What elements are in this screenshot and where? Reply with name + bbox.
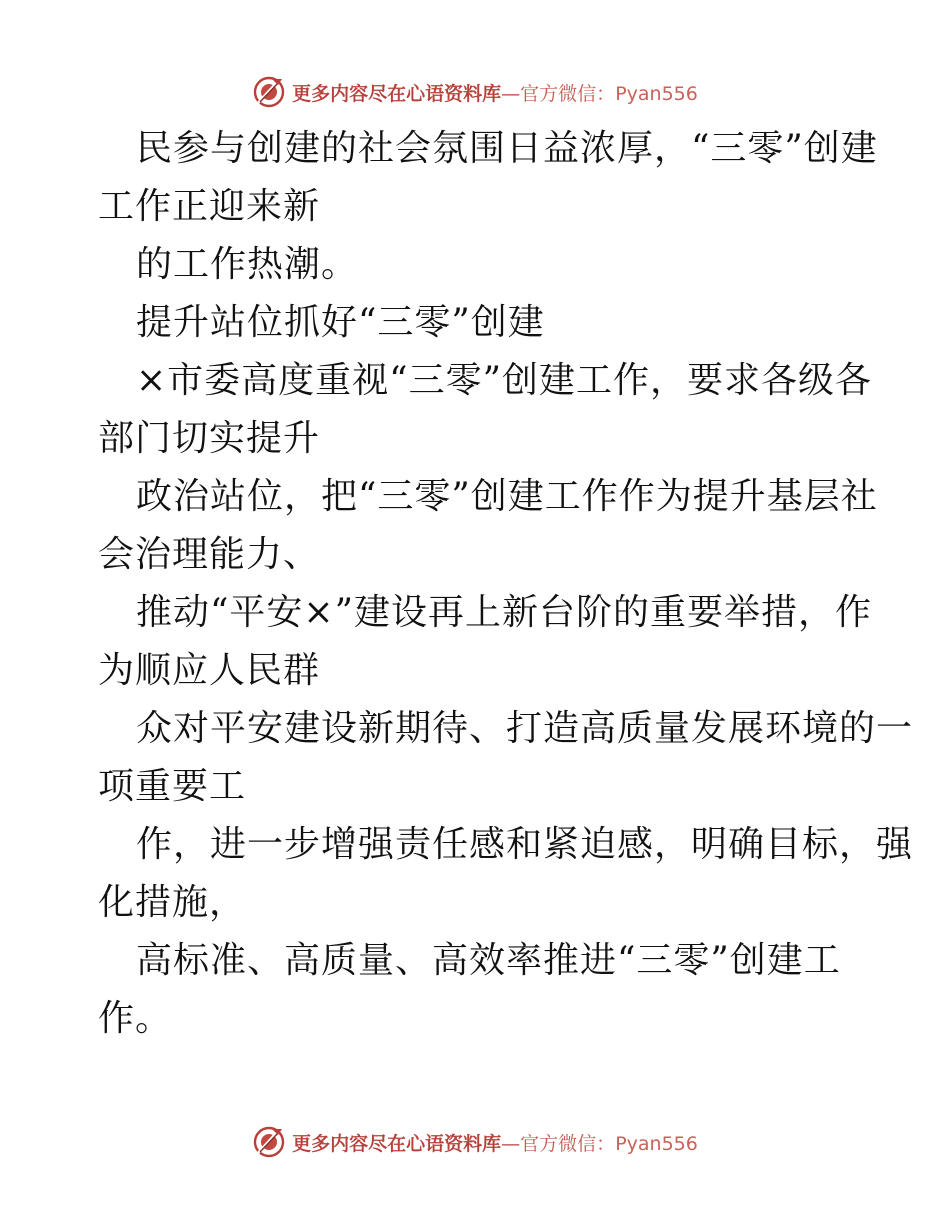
watermark-wechat-label: 官方微信： bbox=[520, 82, 616, 105]
quill-seal-icon bbox=[252, 1125, 286, 1159]
paragraph-line: 化措施， bbox=[98, 882, 247, 923]
watermark-wechat-id: Pyan556 bbox=[615, 1132, 698, 1155]
watermark-wechat-label: 官方微信： bbox=[520, 1132, 616, 1155]
section-heading: 提升站位抓好“三零”创建 bbox=[136, 302, 545, 343]
paragraph-line: 众对平安建设新期待、打造高质量发展环境的一 bbox=[136, 708, 914, 749]
paragraph-line: 项重要工 bbox=[98, 766, 247, 807]
paragraph-line: 的工作热潮。 bbox=[136, 244, 359, 285]
paragraph-line: 高标准、高质量、高效率推进“三零”创建工 bbox=[136, 940, 841, 981]
paragraph-line: 作，进一步增强责任感和紧迫感，明确目标，强 bbox=[136, 824, 914, 865]
watermark-separator: — bbox=[501, 82, 521, 105]
paragraph-line: 民参与创建的社会氛围日益浓厚，“三零”创建 bbox=[136, 128, 878, 169]
document-body bbox=[98, 120, 914, 1048]
paragraph-line: 为顺应人民群 bbox=[98, 650, 321, 691]
quill-seal-icon bbox=[252, 75, 286, 109]
watermark-main-text: 更多内容尽在心语资料库 bbox=[292, 82, 502, 105]
paragraph-line: ×市委高度重视“三零”创建工作，要求各级各 bbox=[136, 360, 872, 401]
watermark-text bbox=[292, 79, 698, 106]
header-watermark bbox=[0, 70, 950, 114]
watermark-separator: — bbox=[501, 1132, 521, 1155]
paragraph-line: 会治理能力、 bbox=[98, 534, 321, 575]
paragraph-line: 部门切实提升 bbox=[98, 418, 321, 459]
paragraph-line: 推动“平安×”建设再上新台阶的重要举措，作 bbox=[136, 592, 872, 633]
paragraph-line: 工作正迎来新 bbox=[98, 186, 321, 227]
paragraph-line: 政治站位，把“三零”创建工作作为提升基层社 bbox=[136, 476, 878, 517]
watermark-text bbox=[292, 1129, 698, 1156]
watermark-wechat-id: Pyan556 bbox=[615, 82, 698, 105]
paragraph-line: 作。 bbox=[98, 998, 173, 1039]
footer-watermark bbox=[0, 1120, 950, 1164]
watermark-main-text: 更多内容尽在心语资料库 bbox=[292, 1132, 502, 1155]
